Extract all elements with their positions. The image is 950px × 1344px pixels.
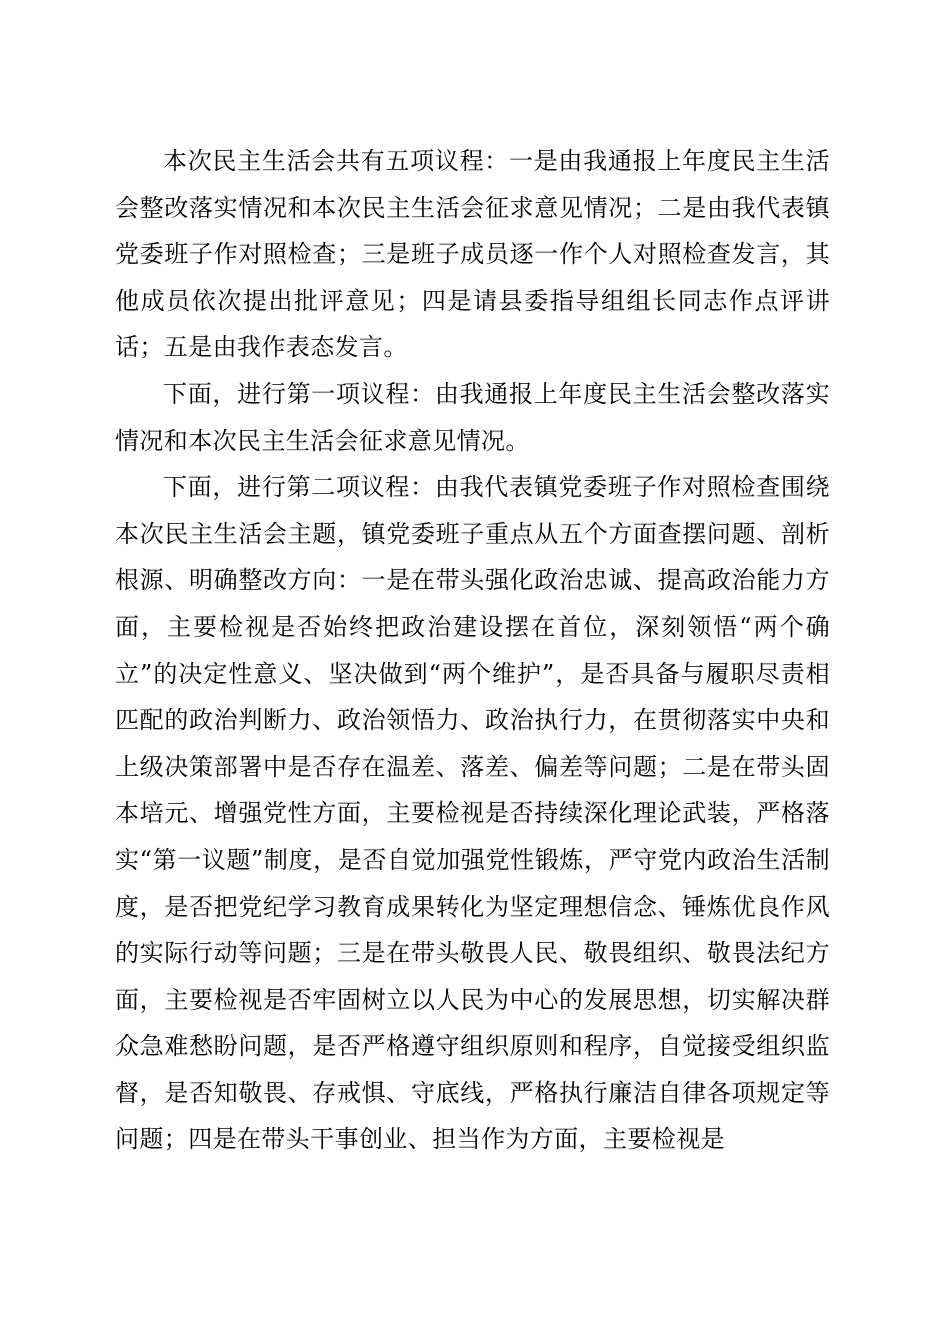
paragraph-agenda-item-one: 下面，进行第一项议程：由我通报上年度民主生活会整改落实情况和本次民主生活会征求意见情况。 (115, 379, 830, 455)
paragraph-agenda-overview: 本次民主生活会共有五项议程：一是由我通报上年度民主生活会整改落实情况和本次民主生活会征求意见情况；二是由我代表镇党委班子作对照检查；三是班子成员逐一作个人对照检查发言，其他成员依次提出批评意见；四是请县委指导组组长同志作点评讲话；五是由我作表态发言。 (115, 147, 830, 362)
document-body (115, 138, 830, 1163)
paragraph-agenda-item-two: 下面，进行第二项议程：由我代表镇党委班子作对照检查围绕本次民主生活会主题，镇党委班子重点从五个方面查摆问题、剖析根源、明确整改方向：一是在带头强化政治忠诚、提高政治能力方面，主要检视是否始终把政治建设摆在首位，深刻领悟“两个确立”的决定性意义、坚决做到“两个维护”，是否具备与履职尽责相匹配的政治判断力、政治领悟力、政治执行力，在贯彻落实中央和上级决策部署中是否存在温差、落差、偏差等问题；二是在带头固本培元、增强党性方面，主要检视是否持续深化理论武装，严格落实“第一议题”制度，是否自觉加强党性锻炼，严守党内政治生活制度，是否把党纪学习教育成果转化为坚定理想信念、锤炼优良作风的实际行动等问题；三是在带头敬畏人民、敬畏组织、敬畏法纪方面，主要检视是否牢固树立以人民为中心的发展思想，切实解决群众急难愁盼问题，是否严格遵守组织原则和程序，自觉接受组织监督，是否知敬畏、存戒惧、守底线，严格执行廉洁自律各项规定等问题；四是在带头干事创业、担当作为方面，主要检视是 (115, 473, 830, 1154)
